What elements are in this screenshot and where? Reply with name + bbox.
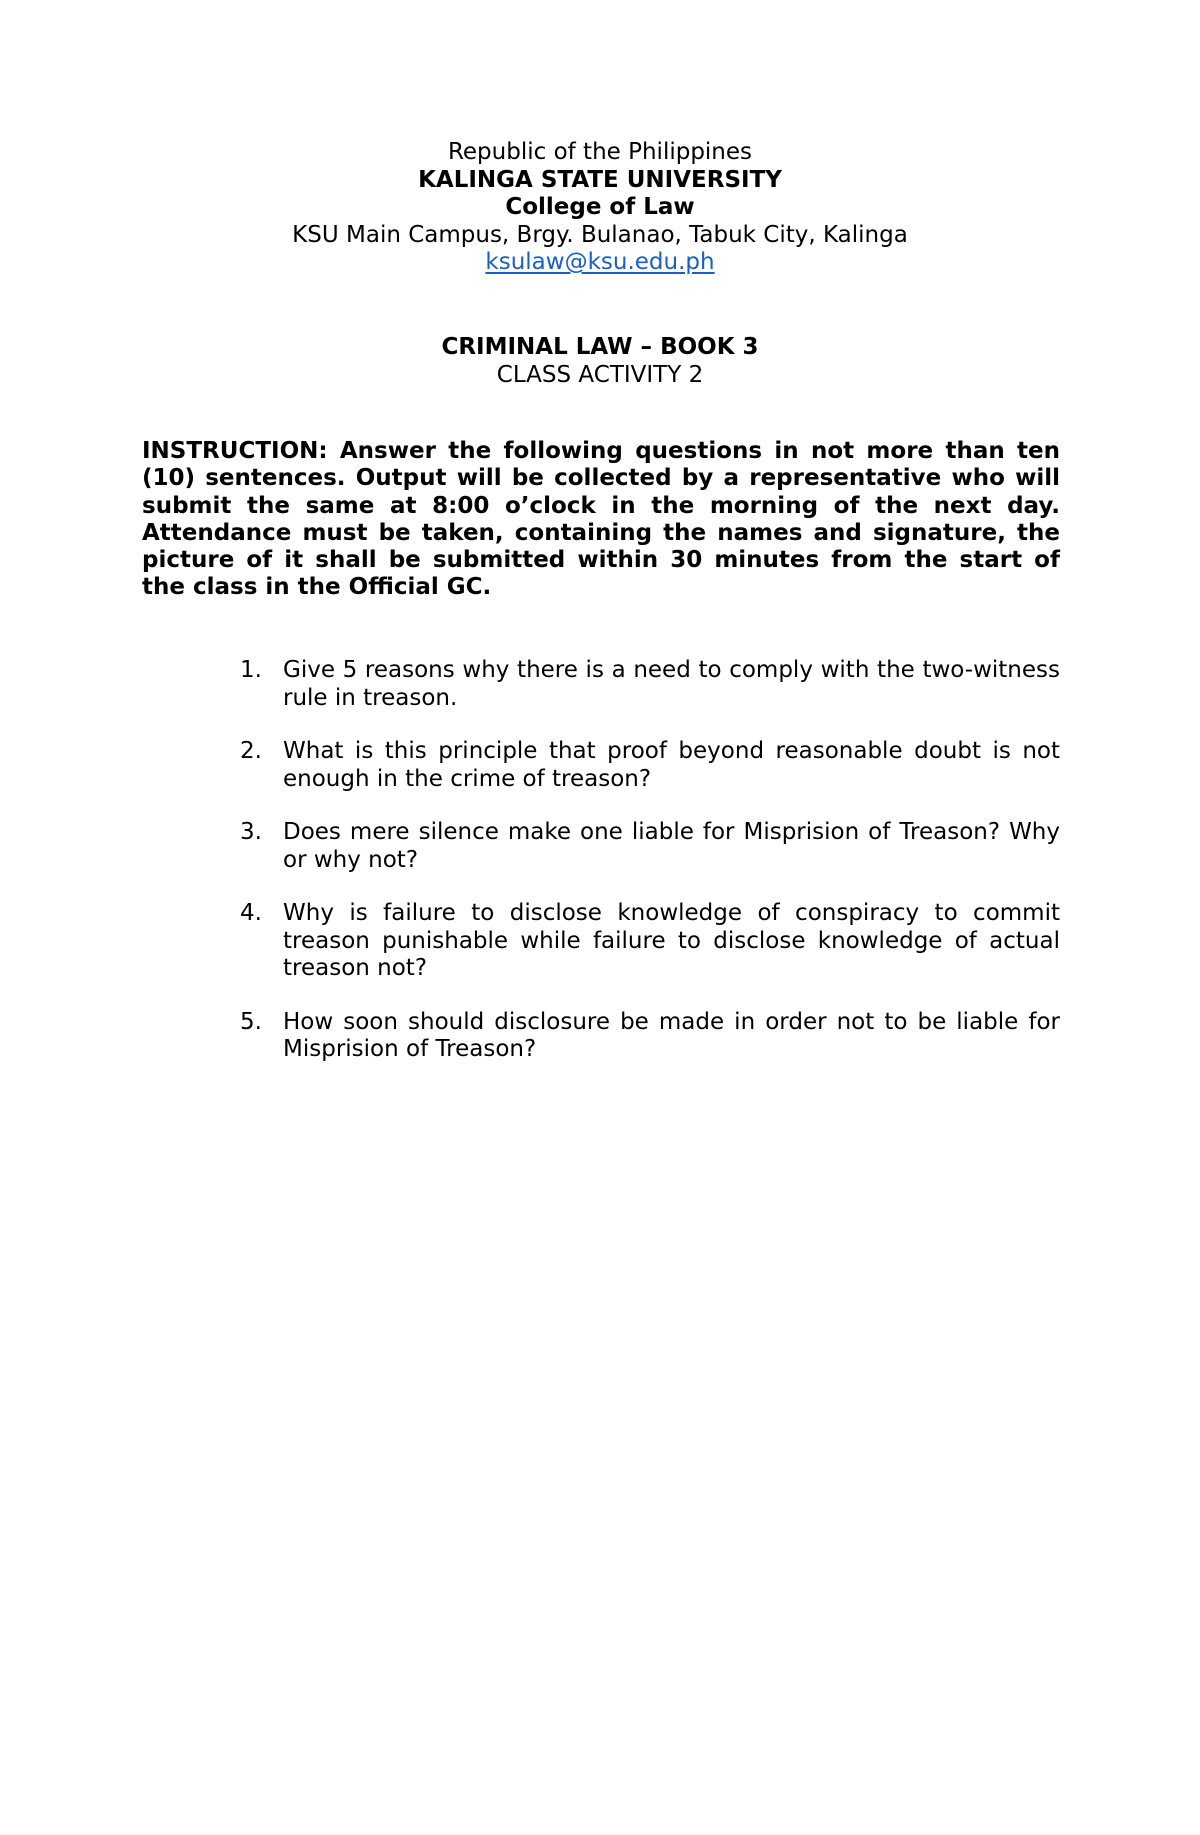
question-number: 2. <box>240 738 262 764</box>
question-text: Why is failure to disclose knowledge of conspiracy to commit treason punishable while failure to disclose knowledge of actual treason not? <box>283 900 1060 981</box>
question-number: 4. <box>240 900 262 926</box>
question-text: What is this principle that proof beyond reasonable doubt is not enough in the crime of treason? <box>283 738 1060 792</box>
question-text: Does mere silence make one liable for Misprision of Treason? Why or why not? <box>283 819 1060 873</box>
letterhead <box>0 139 1200 277</box>
university-name: KALINGA STATE UNIVERSITY <box>418 166 782 193</box>
question-item <box>240 657 1060 712</box>
question-number: 3. <box>240 819 262 845</box>
question-item <box>240 1009 1060 1064</box>
country-line: Republic of the Philippines <box>447 139 753 165</box>
activity-title: CLASS ACTIVITY 2 <box>496 361 704 388</box>
question-item <box>240 819 1060 874</box>
email-link[interactable]: ksulaw@ksu.edu.ph <box>485 249 715 275</box>
instruction-paragraph: INSTRUCTION: Answer the following questions in not more than ten (10) sentences. Output will be collected by a representative who will submit the same at 8:00 o’clock in the morning of the next day. Attendance must be taken, containing the names and signature, the picture of it shall be submitted within 30 minutes from the start of the class in the Official GC. <box>142 438 1060 601</box>
question-number: 5. <box>240 1008 262 1035</box>
campus-address: KSU Main Campus, Brgy. Bulanao, Tabuk City, Kalinga <box>292 221 908 248</box>
question-item <box>240 900 1060 983</box>
course-title: CRIMINAL LAW – BOOK 3 <box>441 334 759 360</box>
question-number: 1. <box>240 657 262 683</box>
question-text: Give 5 reasons why there is a need to comply with the two-witness rule in treason. <box>283 657 1060 711</box>
question-item <box>240 738 1060 793</box>
question-list <box>240 657 1060 1064</box>
college-name: College of Law <box>505 194 695 220</box>
course-heading <box>0 334 1200 389</box>
question-text: How soon should disclosure be made in order not to be liable for Misprision of Treason? <box>283 1008 1060 1062</box>
